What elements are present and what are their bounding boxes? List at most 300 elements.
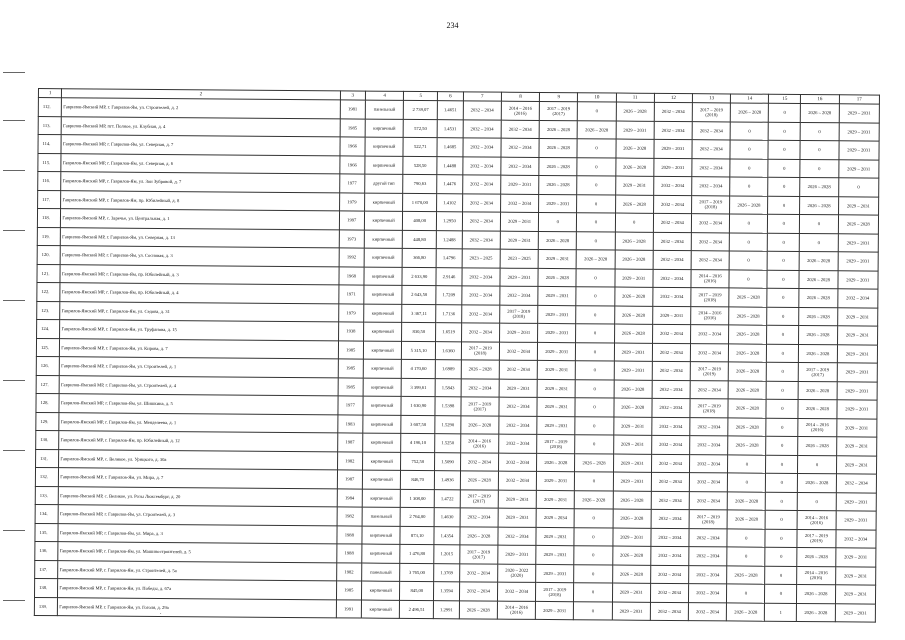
table-cell: 2026 – 2028 [614, 287, 652, 306]
table-cell: 845,00 [400, 581, 434, 600]
table-cell: кирпичный [362, 544, 400, 563]
table-cell: 2032 – 2034 [651, 528, 689, 547]
table-cell: 3 607,50 [401, 415, 435, 434]
table-cell: кирпичный [362, 581, 400, 600]
table-cell: 2032 – 2034 [500, 194, 538, 213]
table-cell: 2026 – 2028 [727, 565, 765, 584]
table-cell: 2032 – 2034 [462, 212, 500, 231]
table-cell: 0 [766, 455, 798, 474]
table-cell: 2029 – 2031 [839, 104, 880, 123]
table-cell: 2032 – 2034 [836, 474, 877, 493]
table-cell: 1.7136 [436, 304, 462, 323]
table-cell: 2026 – 2028 [800, 177, 838, 196]
table-cell: кирпичный [365, 119, 403, 138]
table-cell: кирпичный [363, 433, 401, 452]
table-cell: 2017 – 2019 (2018) [461, 341, 499, 360]
table-cell: 3 399,61 [401, 378, 435, 397]
table-cell: кирпичный [362, 526, 400, 545]
table-cell: 0 [574, 601, 612, 620]
table-cell: 2032 – 2034 [462, 230, 500, 249]
table-cell: 1991 [336, 599, 362, 618]
table-cell: 0 [575, 472, 613, 491]
table-cell: 1985 [338, 359, 364, 378]
table-cell: 2029 – 2031 [654, 158, 692, 177]
row-number: 113. [38, 116, 62, 135]
table-cell: 2 739,07 [404, 100, 438, 119]
table-cell: 2026 – 2028 [614, 324, 652, 343]
table-cell: 2029 – 2031 [538, 305, 576, 324]
table-cell: 2026 – 2028 [799, 344, 837, 363]
table-cell: 2029 – 2031 [500, 231, 538, 250]
column-header: 2 [62, 89, 340, 100]
table-cell: 2032 – 2034 [651, 509, 689, 528]
row-number: 121. [37, 264, 61, 283]
table-cell: 2029 – 2031 [838, 252, 879, 271]
table-cell: 2029 – 2031 [838, 196, 879, 215]
table-cell: 2029 – 2031 [536, 564, 574, 583]
address-cell: Гаврилов-Ямский МР, г. Гаврилов-Ям, ул. Северная, д. 6 [61, 153, 339, 174]
table-cell: 0 [767, 270, 799, 289]
table-cell: 2017 – 2019 (2017) [461, 397, 499, 416]
table-cell: 0 [800, 214, 838, 233]
table-cell: 2029 – 2031 [838, 233, 879, 252]
table-cell: 1981 [340, 100, 366, 119]
address-cell: Гаврилов-Ямский МР, с. Заречье, ул. Центральная, д. 1 [61, 209, 339, 230]
table-cell: 1.4722 [434, 489, 460, 508]
table-cell: 2032 – 2034 [653, 176, 691, 195]
table-cell: панельный [362, 507, 400, 526]
table-cell: 0 [766, 399, 798, 418]
table-cell: 0 [730, 158, 768, 177]
table-cell: 1.4354 [434, 526, 460, 545]
table-cell: 1938 [338, 322, 364, 341]
table-cell: кирпичный [363, 378, 401, 397]
table-cell: 2029 – 2031 [500, 212, 538, 231]
table-cell: 1.5398 [435, 397, 461, 416]
table-cell: 0 [798, 492, 836, 511]
row-number: 135. [35, 523, 59, 542]
table-cell: 2029 – 2031 [836, 492, 877, 511]
table-cell: 2029 – 2031 [612, 583, 650, 602]
table-cell: 2032 – 2034 [690, 417, 728, 436]
table-cell: 1.2015 [434, 545, 460, 564]
column-header: 7 [463, 92, 501, 101]
table-cell: 2029 – 2031 [652, 306, 690, 325]
table-cell: 2032 – 2034 [463, 101, 501, 120]
table-cell: 1.4651 [438, 101, 464, 120]
table-cell: 2032 – 2034 [463, 119, 501, 138]
table-cell: 2026 – 2028 [727, 510, 765, 529]
table-cell: 2032 – 2034 [460, 508, 498, 527]
row-number: 114. [38, 135, 62, 154]
table-cell: 0 [767, 325, 799, 344]
table-cell: 2032 – 2034 [691, 232, 729, 251]
table-cell: 2032 – 2034 [835, 529, 876, 548]
table-cell: 2029 – 2031 [498, 545, 536, 564]
table-cell: 2032 – 2034 [689, 473, 727, 492]
table-cell: 1.4488 [437, 156, 463, 175]
table-cell: 2026 – 2028 [539, 175, 577, 194]
table-cell: 2026 – 2028 [614, 398, 652, 417]
table-cell: 2029 – 2031 [616, 121, 654, 140]
table-cell: 0 [729, 269, 767, 288]
table-cell: 2032 – 2034 [498, 527, 536, 546]
table-cell: 2026 – 2028 [616, 102, 654, 121]
table-cell: 2029 – 2031 [538, 249, 576, 268]
table-cell: 0 [768, 159, 800, 178]
table-cell: 2032 – 2034 [690, 343, 728, 362]
table-cell: 1984 [337, 488, 363, 507]
table-cell: 0 [800, 159, 838, 178]
table-cell: 2029 – 2031 [839, 122, 880, 141]
table-cell: 2029 – 2031 [537, 360, 575, 379]
table-cell: 2026 – 2028 [612, 546, 650, 565]
table-cell: 2029 – 2031 [538, 323, 576, 342]
table-cell: 0 [730, 140, 768, 159]
row-number: 119. [37, 227, 61, 246]
table-cell: 2026 – 2028 [615, 232, 653, 251]
table-cell: 2029 – 2031 [537, 379, 575, 398]
table-cell: 2032 – 2034 [691, 251, 729, 270]
table-cell: 1997 [339, 211, 365, 230]
table-cell: 2026 – 2028 [539, 138, 577, 157]
address-cell: Гаврилов-Ямский МР, г. Гаврилов-Ям, ул. Северная, д. 13 [61, 227, 339, 248]
table-cell: 2026 – 2028 [727, 491, 765, 510]
table-cell: 0 [575, 416, 613, 435]
table-cell: 2029 – 2031 [612, 602, 650, 621]
table-cell: кирпичный [364, 248, 402, 267]
table-cell: 2032 – 2034 [692, 121, 730, 140]
table-cell: 2032 – 2034 [689, 491, 727, 510]
table-cell: 2017 – 2019 (2018) [692, 103, 730, 122]
footer-mark: . [160, 610, 162, 616]
row-number: 120. [37, 245, 61, 264]
table-cell: 2026 – 2028 [799, 270, 837, 289]
table-cell: 2017 – 2019 (2017) [799, 362, 837, 381]
column-header: 9 [540, 92, 578, 101]
table-cell: 2032 – 2034 [498, 453, 536, 472]
table-cell: 2032 – 2034 [692, 158, 730, 177]
table-cell: кирпичный [365, 193, 403, 212]
column-header: 13 [692, 94, 730, 103]
table-cell: 2029 – 2031 [615, 269, 653, 288]
table-cell: 2032 – 2034 [499, 416, 537, 435]
table-cell: 0 [575, 379, 613, 398]
table-cell: 2029 – 2031 [613, 528, 651, 547]
table-cell: кирпичный [364, 211, 402, 230]
table-cell: 2032 – 2034 [651, 454, 689, 473]
table-cell: кирпичный [363, 415, 401, 434]
table-cell: 2017 – 2019 (2019) [690, 362, 728, 381]
table-cell: 0 [577, 176, 615, 195]
column-header: 16 [801, 94, 839, 103]
table-cell: 1979 [338, 303, 364, 322]
row-number: 127. [36, 375, 60, 394]
table-cell: 0 [577, 231, 615, 250]
table-cell: 0 [574, 546, 612, 565]
table-cell: 2026 – 2028 [838, 215, 879, 234]
table-cell: 522,71 [403, 137, 437, 156]
table-cell: 0 [576, 361, 614, 380]
row-number: 126. [36, 356, 60, 375]
table-cell: 2032 – 2034 [651, 435, 689, 454]
table-cell: 2026 – 2028 [798, 381, 836, 400]
table-cell: 0 [727, 528, 765, 547]
column-header: 14 [731, 94, 769, 103]
table-cell: 2026 – 2028 [729, 325, 767, 344]
table-cell: 2029 – 2031 [539, 194, 577, 213]
table-cell: 0 [577, 157, 615, 176]
table-cell: 2026 – 2028 [729, 288, 767, 307]
row-number: 124. [37, 319, 61, 338]
table-cell: кирпичный [365, 156, 403, 175]
table-cell: 0 [574, 527, 612, 546]
table-cell: 2014 – 2016 (2016) [797, 510, 835, 529]
table-cell: 408,00 [403, 211, 437, 230]
table-cell: 2023 – 2025 [462, 249, 500, 268]
table-cell: 2029 – 2031 [499, 323, 537, 342]
table-cell: 2032 – 2034 [654, 102, 692, 121]
table-cell: 0 [576, 342, 614, 361]
table-cell: 2029 – 2034 [536, 508, 574, 527]
table-cell: 2029 – 2031 [613, 417, 651, 436]
table-cell: 2029 – 2031 [538, 286, 576, 305]
table-cell: 2017 – 2019 (2019) [797, 529, 835, 548]
table-cell: 2029 – 2031 [836, 455, 877, 474]
table-cell: 0 [576, 305, 614, 324]
table-cell: 1 630,90 [401, 396, 435, 415]
table-cell: 2032 – 2034 [500, 286, 538, 305]
table-cell: 2023 – 2025 [500, 249, 538, 268]
table-cell: 2032 – 2034 [462, 193, 500, 212]
table-cell: 1987 [337, 433, 363, 452]
table-cell: 1.5843 [435, 378, 461, 397]
row-number: 136. [35, 541, 59, 560]
table-cell: 2029 – 2031 [498, 490, 536, 509]
table-cell: 2014 – 2016 (2016) [797, 566, 835, 585]
table-cell: 0 [765, 566, 797, 585]
table-cell: 2026 – 2028 [461, 415, 499, 434]
table-cell: 2029 – 2031 [537, 397, 575, 416]
table-cell: 2026 – 2028 [731, 103, 769, 122]
table-cell: кирпичный [364, 322, 402, 341]
table-cell: 2032 – 2034 [652, 417, 690, 436]
table-cell: 2026 – 2028 [728, 399, 766, 418]
table-cell: 2026 – 2028 [461, 360, 499, 379]
table-cell: 2032 – 2034 [497, 582, 535, 601]
table-cell: 0 [768, 233, 800, 252]
table-cell: 2026 – 2028 [537, 453, 575, 472]
table-cell: 2029 – 2031 [837, 363, 878, 382]
address-cell: Гаврилов-Ямский МР, с. Великое, ул. Урицкого, д. 30а [59, 449, 337, 470]
table-cell: 2032 – 2034 [653, 232, 691, 251]
table-cell: 2032 – 2034 [690, 436, 728, 455]
address-cell: Гаврилов-Ямский МР, г. Гаврилов-Ям, пр. Юбилейный, д. 4 [60, 283, 338, 304]
address-cell: Гаврилов-Ямский МР, г. Гаврилов-Ям, ул. Победы, д. 67а [58, 579, 336, 600]
table-cell: 2032 – 2034 [652, 343, 690, 362]
table-cell: 2026 – 2028 [615, 195, 653, 214]
table-cell: 1 476,80 [400, 544, 434, 563]
table-cell: 1985 [338, 340, 364, 359]
table-cell: 2026 – 2028 [798, 436, 836, 455]
row-number: 139. [34, 597, 58, 616]
table-cell: 2029 – 2031 [837, 381, 878, 400]
table-cell: 2032 – 2034 [652, 398, 690, 417]
table-cell: 1977 [338, 396, 364, 415]
table-cell: 2032 – 2034 [689, 565, 727, 584]
table-cell: 2032 – 2034 [691, 325, 729, 344]
table-cell: 0 [539, 212, 577, 231]
table-cell: 2029 – 2031 [538, 342, 576, 361]
table-cell: 2 643,50 [402, 285, 436, 304]
table-cell: 0 [574, 509, 612, 528]
table-cell: 0 [766, 436, 798, 455]
table-cell: 0 [729, 232, 767, 251]
table-cell: 2017 – 2019 (2018) [537, 434, 575, 453]
table-cell: 0 [768, 140, 800, 159]
table-cell: 0 [578, 102, 616, 121]
table-cell: 2032 – 2034 [459, 563, 497, 582]
table-cell: 2026 – 2028 [539, 157, 577, 176]
table-cell: кирпичный [364, 267, 402, 286]
table-cell: 2032 – 2034 [690, 454, 728, 473]
table-cell: 2029 – 2031 [654, 139, 692, 158]
row-number: 138. [35, 578, 59, 597]
table-cell: 0 [730, 177, 768, 196]
table-cell: кирпичный [364, 230, 402, 249]
table-cell: 0 [730, 121, 768, 140]
table-cell: 2020 – 2022 (2020) [498, 564, 536, 583]
column-header: 11 [616, 93, 654, 102]
table-cell: 1985 [336, 581, 362, 600]
address-cell: Гаврилов-Ямский МР, г. Гаврилов-Ям, пр. Юбилейный, д. 8 [61, 190, 339, 211]
table-cell: 2032 – 2034 [462, 175, 500, 194]
address-cell: Гаврилов-Ямский МР, г. Гаврилов-Ям, пр. Юбилейный, д. 12 [59, 431, 337, 452]
address-cell: Гаврилов-Ямский МР, г. Гаврилов-Ям, ул. Мира, д. 7 [59, 468, 337, 489]
table-cell: 0 [729, 251, 767, 270]
address-cell: Гаврилов-Ямский МР, г. Гаврилов-Ям, ул. Северная, д. 7 [61, 135, 339, 156]
address-cell: Гаврилов-Ямский МР, г. Гаврилов-Ям, пр. Юбилейный, д. 3 [60, 264, 338, 285]
table-cell: 1985 [340, 118, 366, 137]
row-number: 134. [35, 504, 59, 523]
address-cell: Гаврилов-Ямский МР, г. Гаврилов-Ям, ул. Строителей, д. 1 [60, 357, 338, 378]
table-cell: 846,70 [401, 470, 435, 489]
table-cell: 2032 – 2034 [837, 289, 878, 308]
table-cell: 2014 – 2016 (2016) [497, 601, 535, 620]
table-cell: кирпичный [364, 304, 402, 323]
table-cell: 0 [574, 564, 612, 583]
table-cell: 0 [768, 196, 800, 215]
row-number: 125. [36, 338, 60, 357]
table-cell: 2029 – 2031 [614, 343, 652, 362]
table-cell: кирпичный [364, 285, 402, 304]
table-cell: 2014 – 2016 (2016) [798, 418, 836, 437]
table-cell: 2017 – 2019 (2017) [539, 101, 577, 120]
table-cell: 2026 – 2028 [797, 547, 835, 566]
table-cell: 2029 – 2031 [501, 175, 539, 194]
table-cell: 0 [577, 139, 615, 158]
page-number: 234 [446, 21, 459, 30]
table-cell: 1.4936 [435, 471, 461, 490]
table-cell: 2032 – 2034 [650, 565, 688, 584]
table-cell: 2029 – 2031 [836, 418, 877, 437]
table-cell: 2032 – 2034 [501, 120, 539, 139]
table-cell: 2026 – 2028 [727, 602, 765, 621]
table-cell: 790,63 [403, 174, 437, 193]
table-cell: 2029 – 2031 [613, 435, 651, 454]
table-cell: 1979 [339, 192, 365, 211]
table-cell: 572,50 [403, 119, 437, 138]
table-cell: кирпичный [363, 359, 401, 378]
table-cell: 1.6989 [435, 360, 461, 379]
table-cell: 2026 – 2028 [460, 526, 498, 545]
table-cell: 2029 – 2031 [535, 601, 573, 620]
table-cell: 1.4476 [437, 175, 463, 194]
row-number: 133. [35, 486, 59, 505]
table-cell: 0 [800, 140, 838, 159]
table-cell: 1966 [339, 155, 365, 174]
table-cell: 2032 – 2034 [461, 378, 499, 397]
address-cell: Гаврилов-Ямский МР, г. Гаврилов-Ям, ул. Строителей, д. 4 [59, 375, 337, 396]
table-cell: 0 [765, 547, 797, 566]
row-number: 117. [38, 190, 62, 209]
table-cell: 366,80 [402, 248, 436, 267]
table-cell: 2032 – 2034 [650, 602, 688, 621]
table-cell: 1973 [339, 229, 365, 248]
table-cell: 1.6519 [436, 323, 462, 342]
table-cell: 2026 – 2028 [728, 362, 766, 381]
column-header: 6 [438, 92, 464, 101]
table-cell: 0 [767, 381, 799, 400]
table-cell: 0 [577, 194, 615, 213]
table-cell: 1.3594 [434, 582, 460, 601]
table-cell: 2029 – 2031 [536, 490, 574, 509]
table-cell: 3 765,00 [400, 563, 434, 582]
table-cell: 2026 – 2028 [459, 600, 497, 619]
table-cell: 2026 – 2028 [797, 584, 835, 603]
address-cell: Гаврилов-Ямский МР, г. Гаврилов-Ям, ул. Шишкина, д. 5 [59, 394, 337, 415]
column-header: 5 [404, 91, 438, 100]
table-cell: 0 [728, 473, 766, 492]
table-cell: 1.2950 [437, 212, 463, 231]
column-header: 4 [365, 91, 403, 100]
column-header: 17 [839, 95, 880, 104]
table-cell: 2017 – 2019 (2018) [691, 288, 729, 307]
table-cell: 2032 – 2034 [498, 471, 536, 490]
table-cell: 2 764,00 [400, 507, 434, 526]
table-cell: 0 [576, 324, 614, 343]
table-cell: 873,10 [400, 526, 434, 545]
table-cell: 2032 – 2034 [690, 380, 728, 399]
table-cell: 2026 – 2028 [614, 306, 652, 325]
table-cell: 2032 – 2034 [653, 250, 691, 269]
table-cell: панельный [362, 563, 400, 582]
table-cell: 0 [574, 583, 612, 602]
table-cell: 2032 – 2034 [688, 602, 726, 621]
table-cell: 0 [800, 233, 838, 252]
table-cell: 2017 – 2019 (2017) [460, 489, 498, 508]
table-cell: 0 [769, 103, 801, 122]
table-cell: 2026 – 2028 [730, 195, 768, 214]
table-cell: 1992 [339, 248, 365, 267]
table-cell: 2017 – 2019 (2017) [459, 545, 497, 564]
table-cell: 1.4102 [437, 193, 463, 212]
table-cell: 2026 – 2028 [799, 307, 837, 326]
table-cell: 2029 – 2031 [835, 548, 876, 567]
table-cell: 2032 – 2034 [652, 361, 690, 380]
table-cell: 1982 [337, 507, 363, 526]
table-cell: 1.5090 [435, 452, 461, 471]
